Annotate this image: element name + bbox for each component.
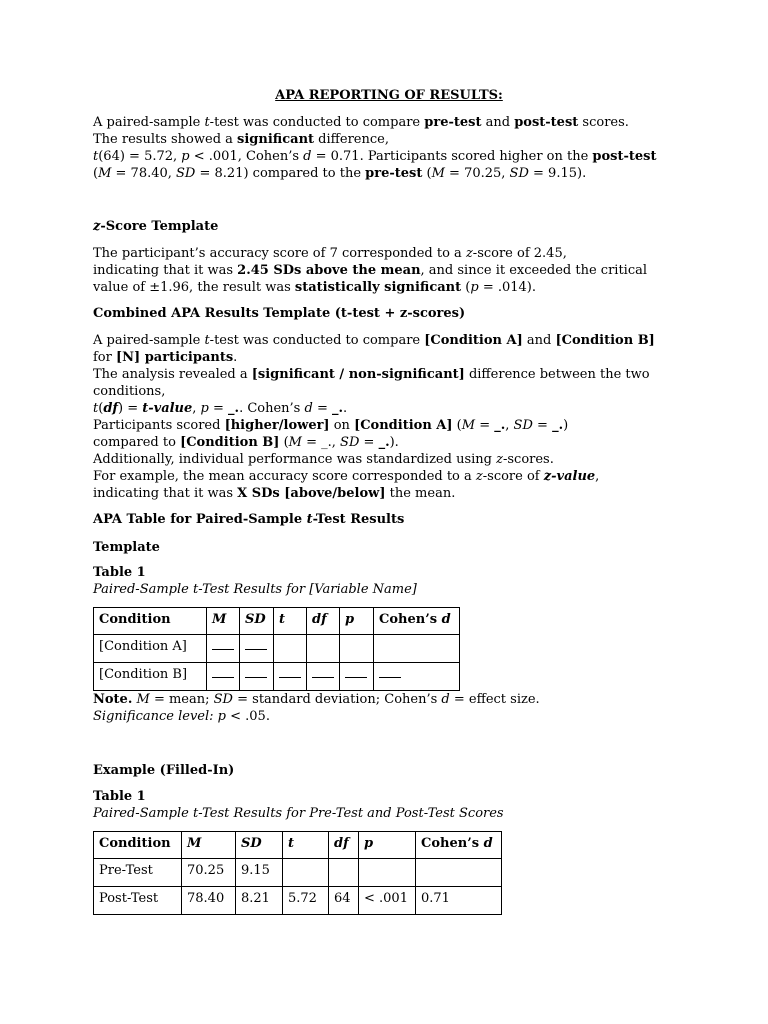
row-label: [Condition A] bbox=[94, 635, 207, 663]
table-header-row bbox=[94, 608, 460, 635]
table-row bbox=[94, 635, 460, 663]
cell-m: 70.25 bbox=[182, 859, 236, 887]
header-t: t bbox=[274, 608, 307, 635]
header-m: M bbox=[207, 608, 240, 635]
cell-sd: 9.15 bbox=[236, 859, 283, 887]
cell-df bbox=[329, 859, 359, 887]
empty-cell bbox=[274, 635, 307, 663]
combined-heading: Combined APA Results Template (t-test + z-scores) bbox=[93, 306, 466, 321]
header-sd: SD bbox=[236, 832, 283, 859]
page-title: APA REPORTING OF RESULTS: bbox=[275, 88, 503, 103]
cell-df: 64 bbox=[329, 887, 359, 915]
cell-t bbox=[283, 859, 329, 887]
blank-cell bbox=[307, 663, 340, 691]
table-header-row bbox=[94, 832, 502, 859]
blank-cell bbox=[240, 663, 274, 691]
table-label: Table 1 bbox=[93, 565, 146, 580]
table-caption: Paired-Sample t-Test Results for [Variable Name] bbox=[93, 582, 417, 597]
header-sd: SD bbox=[240, 608, 274, 635]
header-condition: Condition bbox=[94, 832, 182, 859]
table-note: Note. M = mean; SD = standard deviation; Cohen’s d = effect size. Significance level: p < .05. bbox=[93, 692, 540, 724]
table-row bbox=[94, 887, 502, 915]
header-df: df bbox=[329, 832, 359, 859]
zscore-paragraph: The participant’s accuracy score of 7 corresponded to a z-score of 2.45, indicating that it was 2.45 SDs above the mean, and since it exceeded the critical value of ±1.96, the result was statistically significant (p = .014). bbox=[93, 246, 648, 295]
combined-paragraph: A paired-sample t-test was conducted to compare [Condition A] and [Condition B] for [N] participants. The analysis revealed a [significant / non-significant] difference between the two conditions, t(df) = t-value, p = _.. Cohen’s d = _.. Participants scored [higher/lower] on [Condition A] (M = _., SD = _.) compared to [Condition B] (M = _., SD = _.). Additionally, individual performance was standardized using z-scores. For example, the mean accuracy score corresponded to a z-score of z-value, indicating that it was X SDs [above/below] the mean. bbox=[93, 333, 655, 501]
empty-cell bbox=[374, 635, 460, 663]
cell-m: 78.40 bbox=[182, 887, 236, 915]
blank-cell bbox=[340, 663, 374, 691]
cell-condition: Pre-Test bbox=[94, 859, 182, 887]
cell-cohens-d bbox=[416, 859, 502, 887]
blank-cell bbox=[374, 663, 460, 691]
header-m: M bbox=[182, 832, 236, 859]
cell-t: 5.72 bbox=[283, 887, 329, 915]
intro-paragraph: A paired-sample t-test was conducted to compare pre-test and post-test scores. The results showed a significant difference, t(64) = 5.72, p < .001, Cohen’s d = 0.71. Participants scored higher on the post-test (M = 78.40, SD = 8.21) compared to the pre-test (M = 70.25, SD = 9.15). bbox=[93, 115, 657, 181]
table-row bbox=[94, 663, 460, 691]
blank-cell bbox=[207, 663, 240, 691]
empty-cell bbox=[307, 635, 340, 663]
header-p: p bbox=[359, 832, 416, 859]
template-table bbox=[93, 607, 460, 691]
example-table-caption: Paired-Sample t-Test Results for Pre-Test and Post-Test Scores bbox=[93, 806, 504, 821]
table-row bbox=[94, 859, 502, 887]
cell-condition: Post-Test bbox=[94, 887, 182, 915]
header-cohens-d: Cohen’s d bbox=[374, 608, 460, 635]
header-condition: Condition bbox=[94, 608, 207, 635]
cell-sd: 8.21 bbox=[236, 887, 283, 915]
zscore-heading: z-Score Template bbox=[93, 219, 219, 234]
cell-cohens-d: 0.71 bbox=[416, 887, 502, 915]
empty-cell bbox=[340, 635, 374, 663]
apa-table-heading: APA Table for Paired-Sample t-Test Results bbox=[93, 512, 405, 527]
example-heading: Example (Filled-In) bbox=[93, 763, 235, 778]
header-cohens-d: Cohen’s d bbox=[416, 832, 502, 859]
blank-cell bbox=[240, 635, 274, 663]
blank-cell bbox=[207, 635, 240, 663]
example-table bbox=[93, 831, 502, 915]
cell-p: < .001 bbox=[359, 887, 416, 915]
blank-cell bbox=[274, 663, 307, 691]
template-label: Template bbox=[93, 540, 160, 555]
cell-p bbox=[359, 859, 416, 887]
header-t: t bbox=[283, 832, 329, 859]
header-p: p bbox=[340, 608, 374, 635]
row-label: [Condition B] bbox=[94, 663, 207, 691]
example-table-label: Table 1 bbox=[93, 789, 146, 804]
header-df: df bbox=[307, 608, 340, 635]
